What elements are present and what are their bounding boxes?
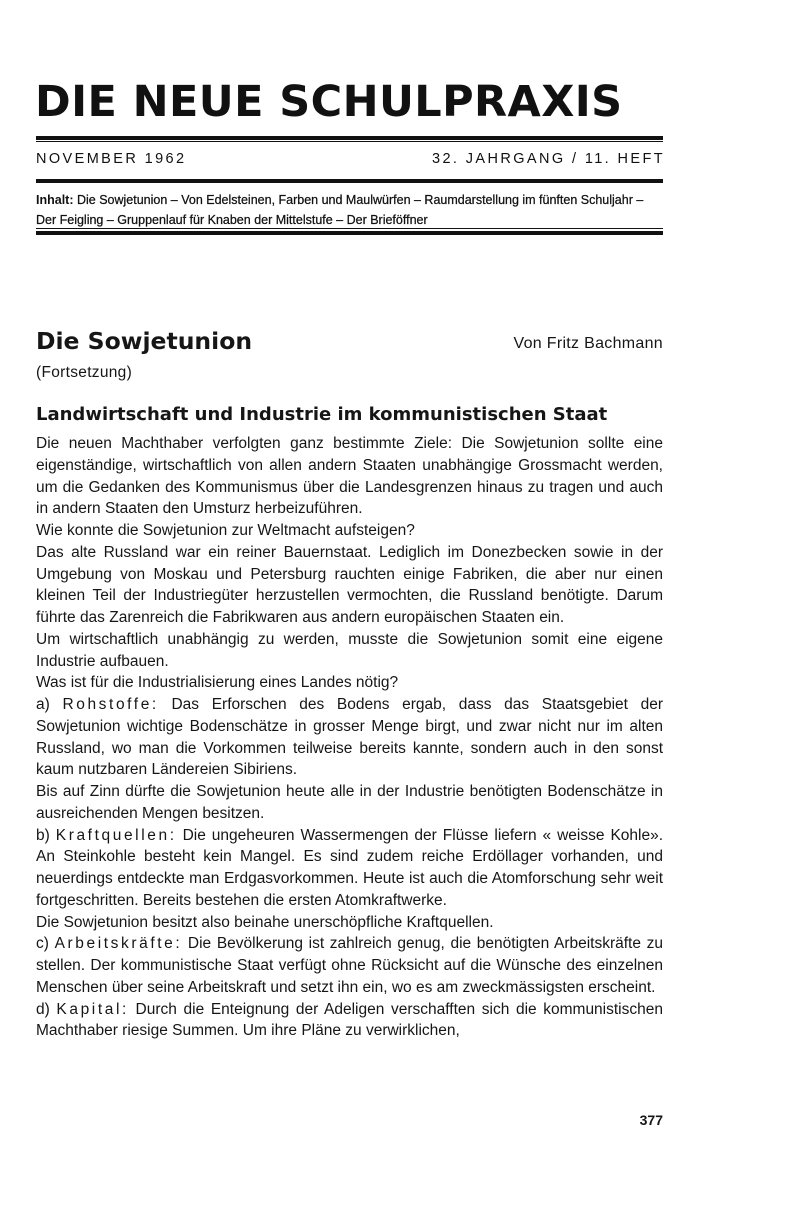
paragraph-tin: Bis auf Zinn dürfte die Sowjetunion heute alle in der Industrie benötigten Bodenschätze in ausreichenden Mengen besitzen. — [36, 783, 663, 822]
paragraph-goals: Die neuen Machthaber verfolgten ganz bestimmte Ziele: Die Sowjetunion sollte eine eigenständige, wirtschaftlich von allen andern Staaten unabhängige Grossmacht werden, um die Gedanken des Kommunismus über die Landesgrenzen hinaus zu tragen und auch in andern Staaten den Umsturz herbeizuführen. — [36, 435, 663, 518]
paragraph-question-industrialisation: Was ist für die Industrialisierung eines Landes nötig? — [36, 674, 399, 692]
item-marker: b) — [36, 826, 50, 844]
item-marker: c) — [36, 935, 49, 953]
section-heading: Landwirtschaft und Industrie im kommunistischen Staat — [36, 404, 608, 425]
paragraph-power-sources — [36, 825, 663, 912]
masthead-rule-top-thin — [36, 141, 663, 142]
contents-rule — [36, 231, 663, 235]
item-label-raw-materials: Rohstoffe: — [62, 696, 159, 713]
paragraph-raw-materials — [36, 694, 663, 781]
item-label-capital: Kapital: — [56, 1000, 129, 1018]
article-body — [36, 433, 663, 1042]
item-marker: a) — [36, 696, 50, 713]
masthead-rule-top — [36, 136, 663, 140]
table-of-contents — [36, 190, 663, 230]
item-text-capital: Durch die Enteignung der Adeligen verschafften sich die kommunistischen Machthaber riesige Summen. Um ihre Pläne zu verwirklichen, — [36, 1000, 663, 1040]
contents-rule-thin — [36, 228, 663, 229]
paragraph-power-summary: Die Sowjetunion besitzt also beinahe unerschöpfliche Kraftquellen. — [36, 913, 494, 931]
paragraph-workforce — [36, 933, 663, 998]
article-title: Die Sowjetunion — [36, 327, 253, 355]
item-label-workforce: Arbeitskräfte: — [54, 935, 183, 953]
issue-number: 32. JAHRGANG / 11. HEFT — [431, 151, 665, 167]
paragraph-old-russia: Das alte Russland war ein reiner Bauernstaat. Lediglich im Donezbecken sowie in der Umgebung von Moskau und Petersburg rauchten einige Fabriken, die aber nur einen kleinen Teil der Industriegüter herzustellen vermochten, die Russland benötigte. Darum führte das Zarenreich die Fabrikwaren aus andern europäischen Staaten ein. — [36, 543, 663, 626]
magazine-title: DIE NEUE SCHULPRAXIS — [35, 77, 623, 127]
paragraph-own-industry: Um wirtschaftlich unabhängig zu werden, musste die Sowjetunion somit eine eigene Industrie aufbauen. — [36, 630, 663, 670]
paragraph-capital — [36, 999, 663, 1043]
contents-label: Inhalt: — [36, 193, 74, 207]
item-text-power-sources: Die ungeheuren Wassermengen der Flüsse liefern « weisse Kohle». An Steinkohle besteht kein Mangel. Es sind zudem reiche Erdöllager vorhanden, und neuerdings entdeckte man Erdgasvorkommen. Heute ist auch die Atomforschung sehr weit fortgeschritten. Bereits bestehen die ersten Atomkraftwerke. — [36, 826, 664, 909]
issue-line — [36, 151, 663, 171]
item-label-power-sources: Kraftquellen: — [55, 826, 177, 844]
issue-date: NOVEMBER 1962 — [36, 151, 187, 167]
page-number: 377 — [639, 1112, 663, 1128]
issue-rule — [36, 179, 663, 183]
item-marker: d) — [36, 1000, 50, 1018]
item-text-raw-materials: Das Erforschen des Bodens ergab, dass das Staatsgebiet der Sowjetunion wichtige Bodenschätze in grosser Menge birgt, und zwar nicht nur im alten Russland, wo man die Vorkommen teilweise bereits kannte, sondern auch in den sonst kaum nutzbaren Ländereien Sibiriens. — [36, 696, 663, 779]
item-text-workforce: Die Bevölkerung ist zahlreich genug, die benötigten Arbeitskräfte zu stellen. Der kommunistische Staat verfügt ohne Rücksicht auf die Wünsche des einzelnen Menschen über seine Arbeitskraft und setzt ihn ein, wo es am zweckmässigsten erscheint. — [36, 935, 663, 996]
paragraph-question-worldpower: Wie konnte die Sowjetunion zur Weltmacht aufsteigen? — [36, 522, 415, 539]
article-subtitle: (Fortsetzung) — [36, 364, 133, 381]
contents-text: Die Sowjetunion – Von Edelsteinen, Farben und Maulwürfen – Raumdarstellung im fünften Schuljahr – Der Feigling – Gruppenlauf für Knaben der Mittelstufe – Der Brieföffner — [36, 193, 644, 227]
magazine-page — [36, 0, 663, 1216]
article-author: Von Fritz Bachmann — [513, 335, 663, 352]
